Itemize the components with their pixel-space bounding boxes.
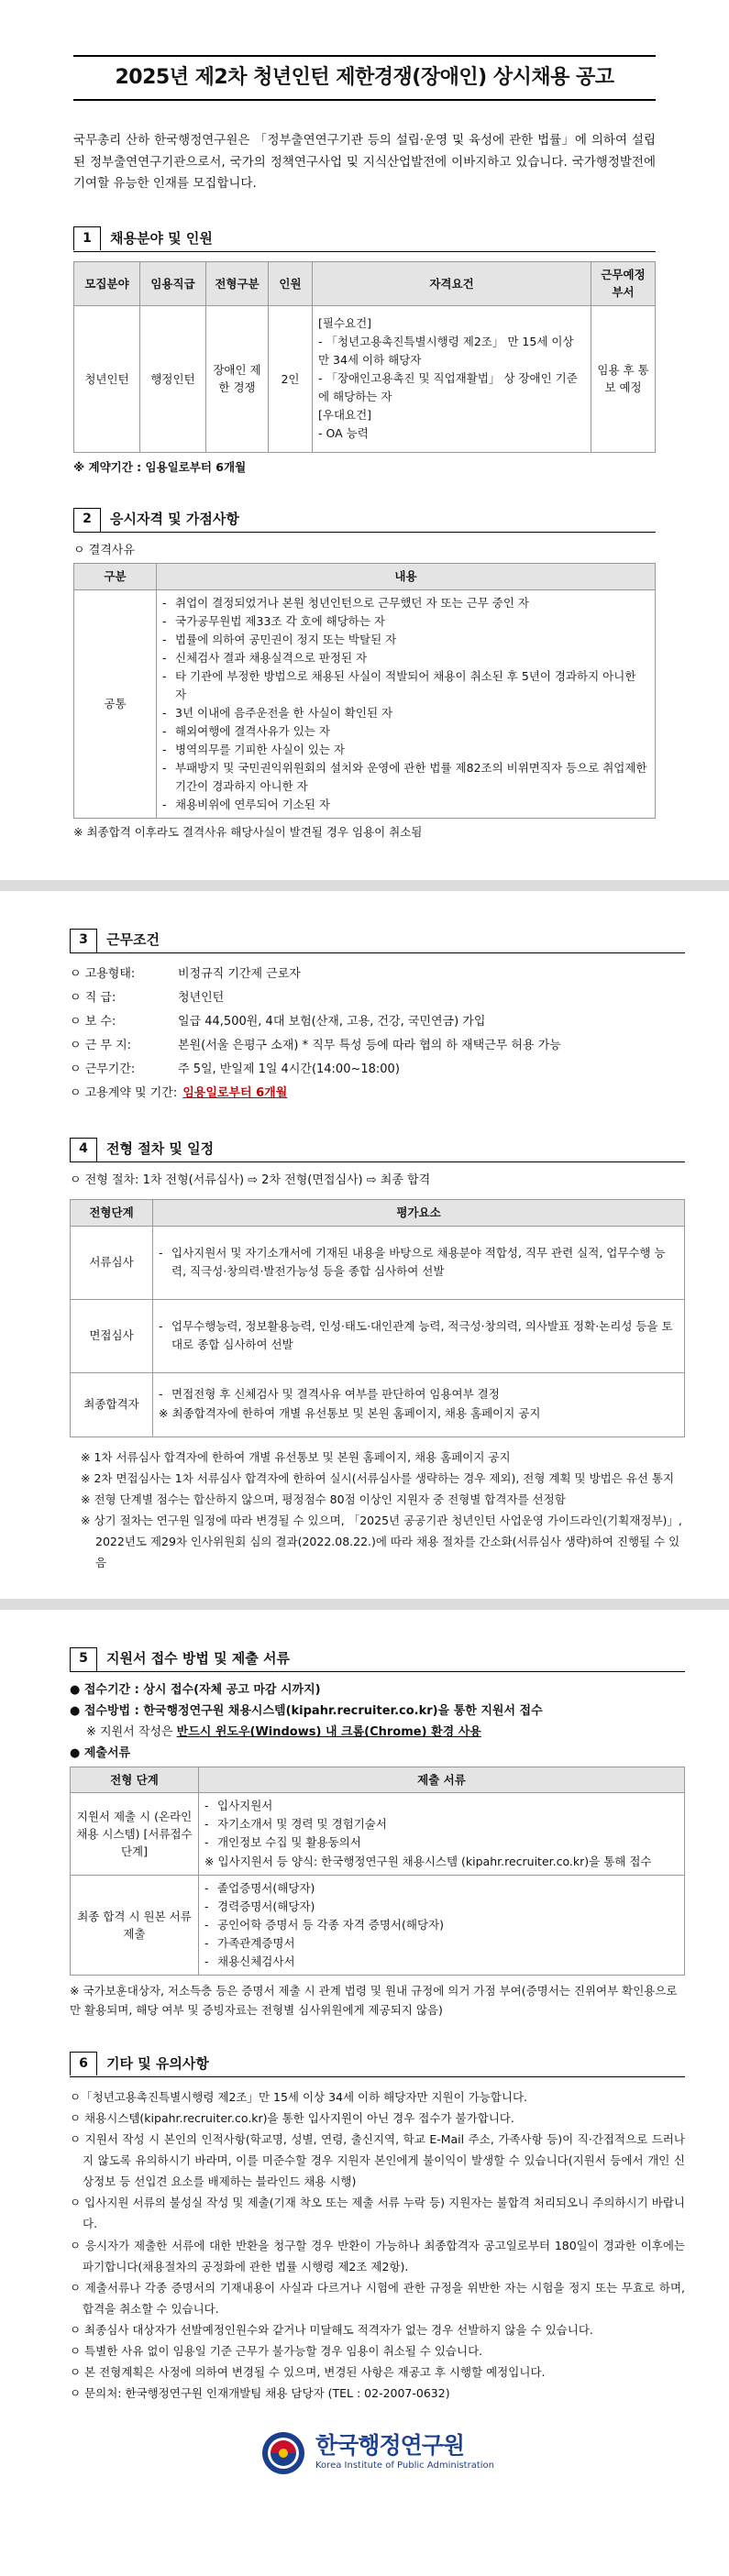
process-table <box>70 1199 685 1437</box>
cell-category: 공통 <box>74 589 157 818</box>
list-item: - 취업이 결정되었거나 본원 청년인턴으로 근무했던 자 또는 근무 중인 자 <box>162 594 649 612</box>
list-item: - 졸업증명서(해당자) <box>204 1879 679 1898</box>
condition-label: ㅇ 보 수: <box>70 1015 116 1029</box>
col-header: 모집분야 <box>74 261 140 305</box>
page-title: 2025년 제2차 청년인턴 제한경쟁(장애인) 상시채용 공고 <box>115 66 614 89</box>
notice-item: ㅇ 본 전형계획은 사정에 의하여 변경될 수 있으며, 변경된 사항은 재공고 후 시행할 예정입니다. <box>70 2365 546 2380</box>
contract-note: ※ 계약기간 : 임용일로부터 6개월 <box>73 459 247 474</box>
process-note: ※ 전형 단계별 점수는 합산하지 않으며, 평정점수 80점 이상인 지원자 중 전형별 합격자를 선정함 <box>81 1492 566 1506</box>
col-header: 인원 <box>269 261 313 305</box>
cell-dept: 임용 후 통보 예정 <box>591 305 656 452</box>
method-note <box>70 1723 685 1742</box>
method-note-text: ※ 지원서 작성은 <box>86 1725 177 1740</box>
notice-item: ㅇ 입사지원 서류의 불성실 작성 및 제출(기재 착오 또는 제출 서류 누락 등) 지원자는 불합격 처리되오니 주의하시기 바랍니다. <box>70 2196 685 2231</box>
col-header: 전형단계 <box>71 1200 153 1226</box>
process-note: ※ 1차 서류심사 합격자에 한하여 개별 유선통보 및 본원 홈페이지, 채용 홈페이지 공지 <box>81 1449 511 1464</box>
disqualification-table <box>73 563 656 818</box>
title-box <box>73 55 656 101</box>
docs-note: ※ 입사지원서 등 양식: 한국행정연구원 채용시스템 (kipahr.recruiter.co.kr)을 통해 접수 <box>204 1854 652 1868</box>
condition-item <box>70 986 685 1010</box>
section-title: 전형 절차 및 일정 <box>106 1139 215 1157</box>
condition-item <box>70 1010 685 1034</box>
col-header: 평가요소 <box>153 1200 685 1226</box>
stage-content <box>153 1226 685 1299</box>
notice-item: ㅇ「청년고용촉진특별시행령 제2조」만 15세 이상 34세 이하 해당자만 지원이 가능합니다. <box>70 2089 528 2104</box>
notice-item: ㅇ 지원서 작성 시 본인의 인적사항(학교명, 성별, 연령, 출신지역, 학교 E-Mail 주소, 가족사항 등)이 직·간접적으로 드러나지 않도록 유의하시기 바라며, 이를 미준수할 경우 지원자 본인에게 불이익이 발생할 수 있습니다(지원서 등에서 개인 신상정보 등 선입견 요소를 배제하는 블라인드 채용 시행) <box>70 2131 685 2189</box>
list-item: - 입사지원서 <box>204 1797 679 1815</box>
notice-item: ㅇ 문의처: 한국행정연구원 인재개발팀 채용 담당자 (TEL : 02-2007-0632) <box>70 2386 450 2401</box>
section-number: 2 <box>73 508 101 532</box>
col-header: 근무예정부서 <box>591 261 656 305</box>
condition-value: 일급 44,500원, 4대 보험(산재, 고용, 건강, 국민연금) 가입 <box>178 1015 486 1029</box>
list-item: - 국가공무원법 제33조 각 호에 해당하는 자 <box>162 612 649 631</box>
req-line: - 「장애인고용촉진 및 직업재활법」 상 장애인 기준에 해당하는 자 <box>318 371 578 404</box>
condition-value: 청년인턴 <box>178 991 225 1005</box>
condition-value: 비정규직 기간제 근로자 <box>178 967 301 981</box>
cell-field: 청년인턴 <box>74 305 140 452</box>
list-item: - 면접전형 후 신체검사 및 결격사유 여부를 판단하여 임용여부 결정 <box>159 1385 679 1404</box>
logo-korean: 한국행정연구원 <box>315 2432 465 2460</box>
list-item: - 해외여행에 결격사유가 있는 자 <box>162 722 649 741</box>
req-line: - OA 능력 <box>318 426 369 441</box>
col-header: 구분 <box>74 564 157 589</box>
page-3 <box>0 1610 729 2576</box>
condition-value: 주 5일, 반일제 1일 4시간(14:00~18:00) <box>178 1062 400 1076</box>
section-title: 지원서 접수 방법 및 제출 서류 <box>106 1649 290 1667</box>
list-item: - 3년 이내에 음주운전을 한 사실이 확인된 자 <box>162 704 649 722</box>
stage-content <box>153 1299 685 1372</box>
section-number: 3 <box>70 929 97 952</box>
process-note: ※ 상기 절차는 연구원 일정에 따라 변경될 수 있으며, 「2025년 공공기관 청년인턴 사업운영 가이드라인(기획재정부)」, 2022년도 제29차 인사위원회 심의 결과(2022.08.22.)에 따라 채용 절차를 간소화(서류심사 생략)하여 진행될 수 있음 <box>81 1513 682 1570</box>
section-6-header <box>70 2052 685 2077</box>
col-header: 임용직급 <box>140 261 206 305</box>
subheading: ㅇ 결격사유 <box>73 544 135 558</box>
recruitment-table <box>73 261 656 453</box>
req-line: [필수요건] <box>318 316 372 331</box>
method-note-emphasis: 반드시 윈도우(Windows) 내 크롬(Chrome) 환경 사용 <box>176 1725 481 1740</box>
section-title: 근무조건 <box>106 930 160 948</box>
list-item: - 병역의무를 기피한 사실이 있는 자 <box>162 741 649 759</box>
condition-label: ㅇ 고용계약 및 기간: <box>70 1086 178 1100</box>
condition-item <box>70 963 685 986</box>
notice-item: ㅇ 응시자가 제출한 서류에 대한 반환을 청구할 경우 반환이 가능하나 최종합격자 공고일로부터 180일이 경과한 이후에는 파기합니다(채용절차의 공정화에 관한 법률 시행령 제2조 제2항). <box>70 2238 685 2273</box>
stage-name: 서류심사 <box>71 1226 153 1299</box>
section-3-header <box>70 928 685 953</box>
notice-item: ㅇ 특별한 사유 없이 임용일 기준 근무가 불가능할 경우 임용이 취소될 수 있습니다. <box>70 2344 483 2359</box>
list-item: - 경력증명서(해당자) <box>204 1898 679 1916</box>
stage-name: 최종합격자 <box>71 1372 153 1437</box>
section-5-header <box>70 1646 685 1672</box>
process-notes <box>70 1447 685 1574</box>
notice-item: ㅇ 제출서류나 각종 증명서의 기재내용이 사실과 다르거나 시험에 관한 규정을 위반한 자는 시험을 정지 또는 무효로 하며, 합격을 취소할 수 있습니다. <box>70 2280 685 2316</box>
list-item: - 업무수행능력, 정보활용능력, 인성·태도·대인관계 능력, 적극성·창의력, 의사발표 정확·논리성 등을 토대로 종합 심사하여 선발 <box>159 1317 679 1354</box>
section-title: 응시자격 및 가점사항 <box>110 510 239 527</box>
stage-content <box>153 1372 685 1437</box>
period-text: 접수기간 : 상시 접수(자체 공고 마감 시까지) <box>83 1683 321 1697</box>
documents-table <box>70 1767 685 1976</box>
section-number: 4 <box>70 1138 97 1161</box>
application-period: ● 접수기간 : 상시 접수(자체 공고 마감 시까지) <box>70 1683 321 1697</box>
list-item: - 신체검사 결과 채용실격으로 판정된 자 <box>162 649 649 667</box>
col-header: 내용 <box>157 564 656 589</box>
docs-heading: ● 제출서류 <box>70 1746 131 1761</box>
list-item: - 채용신체검사서 <box>204 1953 679 1971</box>
col-header: 전형 단계 <box>71 1767 199 1792</box>
cell-grade: 행정인턴 <box>140 305 206 452</box>
logo-english: Korea Institute of Public Administration <box>315 2460 494 2471</box>
col-header: 제출 서류 <box>199 1767 685 1792</box>
section-title: 기타 및 유의사항 <box>106 2054 209 2072</box>
list-item: - 입사지원서 및 자기소개서에 기재된 내용을 바탕으로 채용분야 적합성, 직무 관련 실적, 업무수행 능력, 직극성·창의력·발전가능성 등을 종합 심사하여 선발 <box>159 1244 679 1281</box>
condition-item <box>70 1058 685 1082</box>
section-1-header <box>73 226 656 252</box>
work-conditions <box>70 963 685 1106</box>
list-item: - 부패방지 및 국민권익위원회의 설치와 운영에 관한 법률 제82조의 비위면직자 등으로 취업제한기간이 경과하지 아니한 자 <box>162 759 649 796</box>
list-item: - 개인정보 수집 및 활용동의서 <box>204 1833 679 1852</box>
condition-label: ㅇ 근 무 지: <box>70 1039 132 1052</box>
cell-requirements <box>313 305 591 452</box>
cell-count: 2인 <box>269 305 313 452</box>
emblem-icon <box>260 2430 306 2476</box>
condition-label: ㅇ 직 급: <box>70 991 116 1005</box>
method-text: 접수방법 : 한국행정연구원 채용시스템(kipahr.recruiter.co.kr)을 통한 지원서 접수 <box>83 1704 543 1719</box>
veterans-note: ※ 국가보훈대상자, 저소득층 등은 증명서 제출 시 관계 법령 및 원내 규정에 의거 가점 부여(증명서는 진위여부 확인용으로만 활용되며, 해당 여부 및 증빙자료는 전형별 심사위원에게 제공되지 않음) <box>70 1984 678 2018</box>
notice-item: ㅇ 채용시스템(kipahr.recruiter.co.kr)을 통한 입사지원이 아닌 경우 접수가 불가합니다. <box>70 2110 514 2125</box>
page-2 <box>0 891 729 1599</box>
condition-label: ㅇ 고용형태: <box>70 967 136 981</box>
condition-item <box>70 1082 685 1106</box>
list-item: - 법률에 의하여 공민권이 정지 또는 박탈된 자 <box>162 631 649 649</box>
disqualification-note: ※ 최종합격 이후라도 결격사유 해당사실이 발견될 경우 임용이 취소됨 <box>73 824 423 839</box>
list-item: - 가족관계증명서 <box>204 1934 679 1953</box>
section-number: 6 <box>70 2052 97 2075</box>
cell-type: 장애인 제한 경쟁 <box>206 305 269 452</box>
stage-docs <box>199 1792 685 1875</box>
stage-name: 면접심사 <box>71 1299 153 1372</box>
section-number: 1 <box>73 226 101 250</box>
condition-item <box>70 1034 685 1058</box>
notices-list <box>70 2086 685 2405</box>
section-2-header <box>73 507 656 533</box>
stage-name: 지원서 제출 시 (온라인 채용 시스템) [서류접수단계] <box>71 1792 199 1875</box>
stage-name: 최종 합격 시 원본 서류 제출 <box>71 1876 199 1976</box>
application-method: ● 접수방법 : 한국행정연구원 채용시스템(kipahr.recruiter.co.kr)을 통한 지원서 접수 <box>70 1704 543 1719</box>
col-header: 자격요건 <box>313 261 591 305</box>
col-header: 전형구분 <box>206 261 269 305</box>
req-line: - 「청년고용촉진특별시행령 제2조」 만 15세 이상 만 34세 이하 해당자 <box>318 335 574 368</box>
page-1 <box>0 0 729 880</box>
condition-label: ㅇ 근무기간: <box>70 1062 136 1076</box>
cell-content <box>157 589 656 818</box>
req-line: [우대요건] <box>318 408 372 423</box>
list-item: - 자기소개서 및 경력 및 경험기술서 <box>204 1815 679 1833</box>
employment-period: 임용일로부터 6개월 <box>182 1086 288 1100</box>
process-note: ※ 2차 면접심사는 1차 서류심사 합격자에 한하여 실시(서류심사를 생략하는 경우 제외), 전형 계획 및 방법은 유선 통지 <box>81 1470 675 1485</box>
list-item: - 타 기관에 부정한 방법으로 채용된 사실이 적발되어 채용이 취소된 후 5년이 경과하지 아니한 자 <box>162 667 649 704</box>
notice-item: ㅇ 최종심사 대상자가 선발예정인원수와 같거나 미달해도 적격자가 없는 경우 선발하지 않을 수 있습니다. <box>70 2323 593 2338</box>
process-flow: ㅇ 전형 절차: 1차 전형(서류심사) ⇨ 2차 전형(면접심사) ⇨ 최종 합격 <box>70 1173 431 1187</box>
list-item: - 공인어학 증명서 등 각종 자격 증명서(해당자) <box>204 1916 679 1934</box>
intro-paragraph: 국무총리 산하 한국행정연구원은 「정부출연연구기관 등의 설립·운영 및 육성에 관한 법률」에 의하여 설립된 정부출연연구기관으로서, 국가의 정책연구사업 및 지식산업발전에 이바지하고 있습니다. 국가행정발전에 기여할 유능한 인재를 모집합니다. <box>73 133 656 192</box>
stage-docs <box>199 1876 685 1976</box>
stage-note: ※ 최종합격자에 한하여 개별 유선통보 및 본원 홈페이지, 채용 홈페이지 공지 <box>159 1406 541 1421</box>
docs-title: 제출서류 <box>83 1746 131 1761</box>
condition-value: 본원(서울 은평구 소재) * 직무 특성 등에 따라 협의 하 재택근무 허용 가능 <box>178 1039 561 1052</box>
section-title: 채용분야 및 인원 <box>110 229 213 247</box>
institute-logo <box>70 2430 685 2476</box>
section-4-header <box>70 1137 685 1162</box>
section-number: 5 <box>70 1647 97 1671</box>
list-item: - 채용비위에 연루되어 기소된 자 <box>162 796 649 814</box>
